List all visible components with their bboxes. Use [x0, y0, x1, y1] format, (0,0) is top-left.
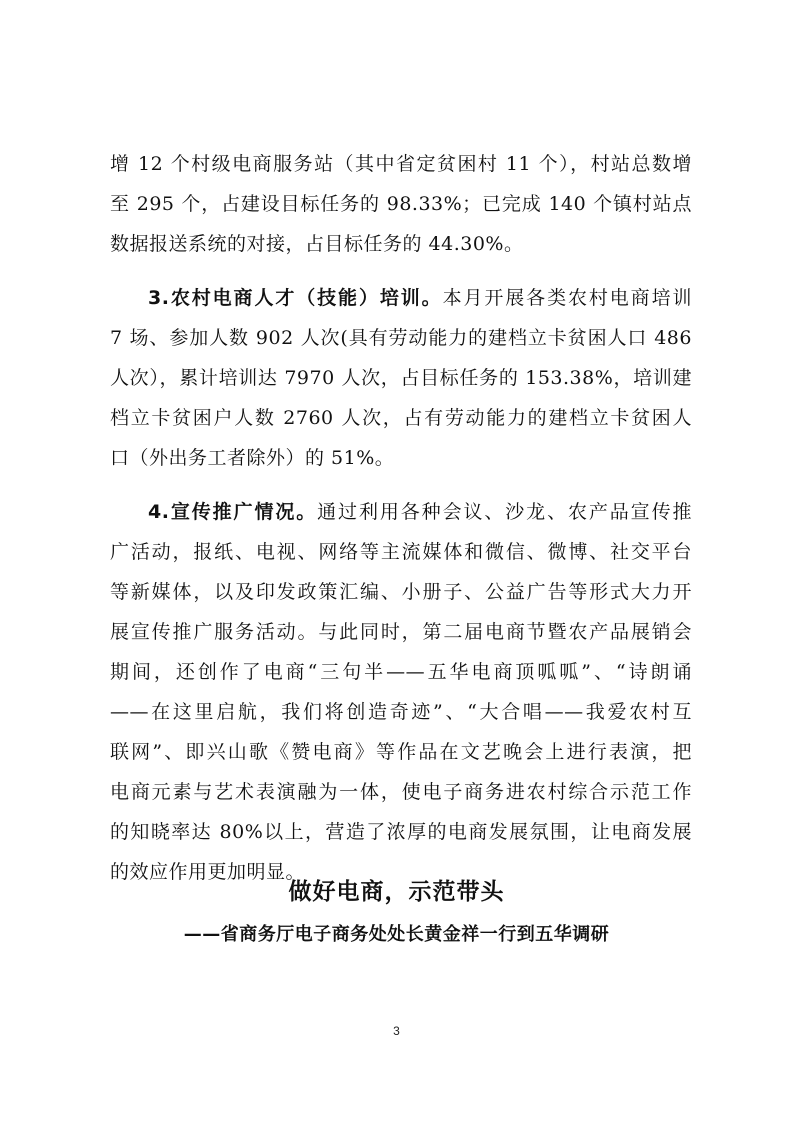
section-heading: 3.农村电商人才（技能）培训。: [148, 287, 443, 309]
page-number: 3: [393, 1024, 400, 1038]
text-line: ——在这里启航，我们将创造奇迹”、“大合唱——我爱农村互: [110, 701, 692, 723]
text-line: 联网”、即兴山歌《赞电商》等作品在文艺晚会上进行表演，把: [110, 741, 692, 763]
body-text: [110, 144, 692, 892]
paragraph-talent-training: [110, 278, 692, 478]
text-line: 人次），累计培训达 7970 人次，占目标任务的 153.38%，培训建: [110, 367, 692, 389]
text-line: 档立卡贫困户人数 2760 人次，占有劳动能力的建档立卡贫困人: [110, 407, 692, 429]
text-line: [110, 278, 692, 318]
text-line: 期间，还创作了电商“三句半——五华电商顶呱呱”、“诗朗诵: [110, 661, 692, 683]
article-title: 做好电商，示范带头: [288, 879, 505, 905]
paragraph-promotion: [110, 492, 692, 892]
text-line: 电商元素与艺术表演融为一体，使电子商务进农村综合示范工作: [110, 781, 692, 803]
text-line: 数据报送系统的对接，占目标任务的 44.30%。: [110, 233, 524, 255]
text-line: 口（外出务工者除外）的 51%。: [110, 447, 395, 469]
text-line: 展宣传推广服务活动。与此同时，第二届电商节暨农产品展销会: [110, 621, 692, 643]
text-line: 等新媒体，以及印发政策汇编、小册子、公益广告等形式大力开: [110, 581, 692, 603]
text-line: 增 12 个村级电商服务站（其中省定贫困村 11 个），村站总数增: [110, 153, 692, 175]
text-line: [110, 492, 692, 532]
text-line: 的知晓率达 80%以上，营造了浓厚的电商发展氛围，让电商发展: [110, 821, 692, 843]
text-line: 广活动，报纸、电视、网络等主流媒体和微信、微博、社交平台: [110, 541, 692, 563]
text-span: 本月开展各类农村电商培训: [442, 287, 692, 309]
text-line: 至 295 个，占建设目标任务的 98.33%；已完成 140 个镇村站点: [110, 193, 692, 215]
paragraph-continuation: [110, 144, 692, 264]
text-line: 的效应作用更加明显。: [110, 861, 306, 883]
text-span: 通过利用各种会议、沙龙、农产品宣传推: [317, 501, 692, 523]
text-line: 7 场、参加人数 902 人次(具有劳动能力的建档立卡贫困人口 486: [110, 327, 692, 349]
article-subtitle: ——省商务厅电子商务处处长黄金祥一行到五华调研: [183, 924, 610, 945]
section-heading: 4.宣传推广情况。: [148, 501, 318, 523]
